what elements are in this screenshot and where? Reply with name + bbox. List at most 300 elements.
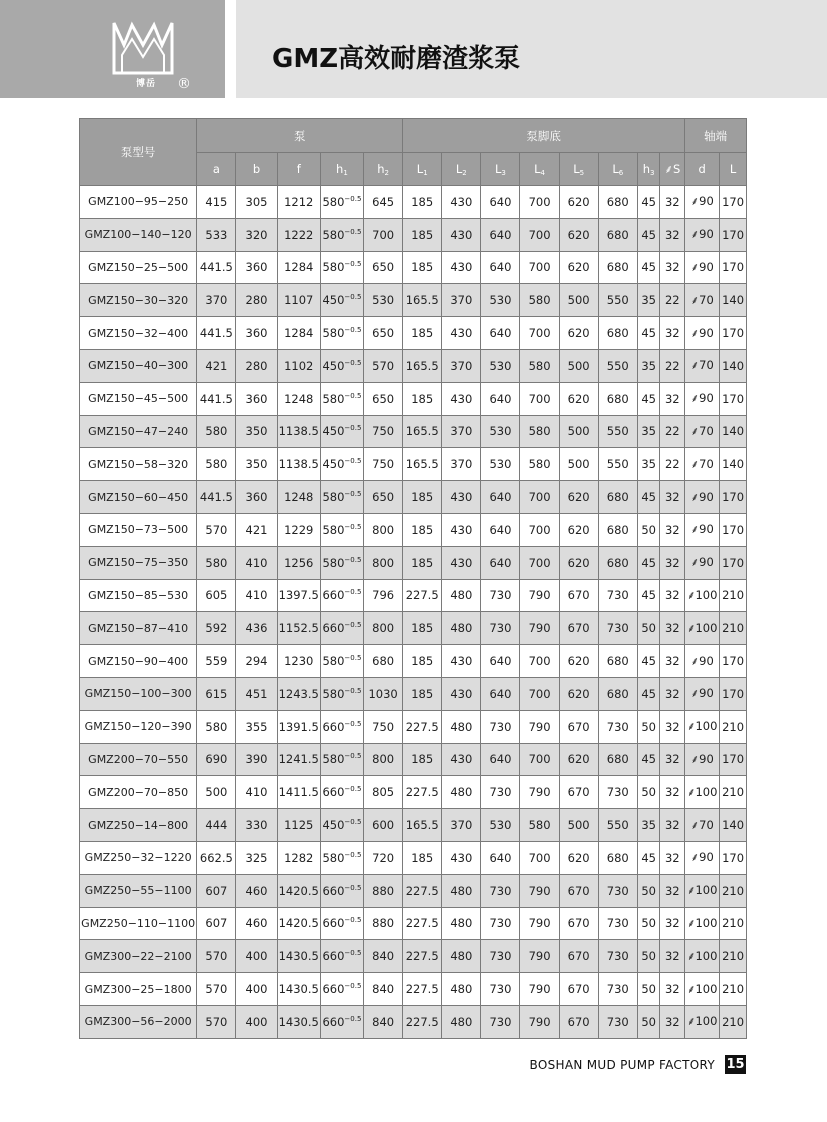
cell-h1: $580^{-0.5}$ <box>320 743 363 776</box>
cell-h1: $580^{-0.5}$ <box>320 481 363 514</box>
table-row <box>80 776 747 809</box>
cell-b: 360 <box>236 317 277 350</box>
cell-model: GMZ150−85−530 <box>80 579 197 612</box>
cell-b: 400 <box>236 973 277 1006</box>
cell-l1: 185 <box>403 612 442 645</box>
cell-l5: 620 <box>559 317 598 350</box>
cell-s: 32 <box>660 546 685 579</box>
cell-f: 1102 <box>277 349 320 382</box>
cell-h3: 50 <box>637 973 660 1006</box>
cell-l6: 730 <box>598 579 637 612</box>
cell-a: 415 <box>197 186 236 219</box>
cell-l3: 640 <box>481 481 520 514</box>
cell-l: 170 <box>720 481 747 514</box>
cell-l2: 430 <box>442 186 481 219</box>
cell-model: GMZ100−95−250 <box>80 186 197 219</box>
table-row <box>80 579 747 612</box>
cell-a: 441.5 <box>197 481 236 514</box>
cell-h3: 45 <box>637 677 660 710</box>
cell-l4: 790 <box>520 776 559 809</box>
cell-l4: 700 <box>520 677 559 710</box>
cell-l5: 620 <box>559 841 598 874</box>
cell-h3: 35 <box>637 448 660 481</box>
col-header-shaft-l: L <box>720 153 747 186</box>
cell-l4: 790 <box>520 612 559 645</box>
cell-l4: 580 <box>520 284 559 317</box>
cell-h3: 35 <box>637 284 660 317</box>
cell-l6: 680 <box>598 251 637 284</box>
cell-l: 170 <box>720 677 747 710</box>
cell-model: GMZ150−45−500 <box>80 382 197 415</box>
cell-h1: $580^{-0.5}$ <box>320 546 363 579</box>
cell-d: ⸙90 <box>685 251 720 284</box>
cell-l3: 730 <box>481 1005 520 1038</box>
cell-l: 210 <box>720 612 747 645</box>
cell-l2: 430 <box>442 481 481 514</box>
cell-l2: 480 <box>442 710 481 743</box>
cell-l1: 227.5 <box>403 874 442 907</box>
cell-l6: 730 <box>598 1005 637 1038</box>
cell-model: GMZ150−120−390 <box>80 710 197 743</box>
cell-h3: 35 <box>637 415 660 448</box>
cell-h1: $580^{-0.5}$ <box>320 677 363 710</box>
cell-h1: $660^{-0.5}$ <box>320 940 363 973</box>
cell-h1: $660^{-0.5}$ <box>320 579 363 612</box>
table-row <box>80 940 747 973</box>
cell-model: GMZ150−75−350 <box>80 546 197 579</box>
cell-b: 320 <box>236 218 277 251</box>
cell-l6: 680 <box>598 645 637 678</box>
cell-b: 400 <box>236 1005 277 1038</box>
cell-model: GMZ150−73−500 <box>80 513 197 546</box>
col-header-s: ⸙S <box>660 153 685 186</box>
cell-f: 1420.5 <box>277 907 320 940</box>
cell-a: 580 <box>197 710 236 743</box>
cell-d: ⸙100 <box>685 776 720 809</box>
cell-f: 1284 <box>277 251 320 284</box>
cell-h1: $580^{-0.5}$ <box>320 317 363 350</box>
cell-h1: $580^{-0.5}$ <box>320 645 363 678</box>
cell-l5: 500 <box>559 415 598 448</box>
cell-h2: 650 <box>364 317 403 350</box>
cell-l2: 480 <box>442 907 481 940</box>
cell-d: ⸙90 <box>685 645 720 678</box>
cell-l: 140 <box>720 349 747 382</box>
cell-l6: 680 <box>598 677 637 710</box>
cell-l1: 227.5 <box>403 907 442 940</box>
cell-l4: 790 <box>520 579 559 612</box>
cell-s: 32 <box>660 677 685 710</box>
cell-s: 32 <box>660 382 685 415</box>
cell-l2: 430 <box>442 546 481 579</box>
cell-h3: 45 <box>637 645 660 678</box>
cell-l6: 680 <box>598 481 637 514</box>
cell-h2: 805 <box>364 776 403 809</box>
cell-l1: 185 <box>403 317 442 350</box>
cell-d: ⸙90 <box>685 481 720 514</box>
cell-l1: 165.5 <box>403 448 442 481</box>
cell-l2: 430 <box>442 251 481 284</box>
cell-a: 607 <box>197 874 236 907</box>
cell-h2: 650 <box>364 481 403 514</box>
cell-h2: 880 <box>364 907 403 940</box>
cell-l4: 790 <box>520 710 559 743</box>
cell-a: 441.5 <box>197 317 236 350</box>
cell-l5: 670 <box>559 1005 598 1038</box>
table-row <box>80 448 747 481</box>
cell-l1: 185 <box>403 513 442 546</box>
cell-h1: $660^{-0.5}$ <box>320 1005 363 1038</box>
group-header-base: 泵脚底 <box>403 119 685 153</box>
cell-h2: 880 <box>364 874 403 907</box>
cell-l: 170 <box>720 546 747 579</box>
cell-l1: 227.5 <box>403 710 442 743</box>
cell-l3: 730 <box>481 579 520 612</box>
cell-l: 140 <box>720 448 747 481</box>
cell-b: 436 <box>236 612 277 645</box>
cell-l: 210 <box>720 776 747 809</box>
cell-l6: 680 <box>598 382 637 415</box>
cell-l3: 730 <box>481 874 520 907</box>
cell-l4: 580 <box>520 809 559 842</box>
cell-l4: 790 <box>520 907 559 940</box>
cell-b: 330 <box>236 809 277 842</box>
cell-b: 355 <box>236 710 277 743</box>
cell-h3: 45 <box>637 546 660 579</box>
cell-a: 444 <box>197 809 236 842</box>
cell-l4: 700 <box>520 317 559 350</box>
cell-d: ⸙100 <box>685 940 720 973</box>
table-row <box>80 349 747 382</box>
cell-l3: 640 <box>481 251 520 284</box>
cell-l3: 530 <box>481 448 520 481</box>
cell-s: 22 <box>660 284 685 317</box>
cell-s: 22 <box>660 448 685 481</box>
col-header-l5: $L_5$ <box>559 153 598 186</box>
cell-l2: 480 <box>442 940 481 973</box>
cell-h2: 840 <box>364 940 403 973</box>
cell-h2: 796 <box>364 579 403 612</box>
cell-l1: 165.5 <box>403 349 442 382</box>
cell-l2: 430 <box>442 841 481 874</box>
cell-h1: $580^{-0.5}$ <box>320 186 363 219</box>
cell-h3: 45 <box>637 382 660 415</box>
cell-l: 210 <box>720 579 747 612</box>
cell-h1: $450^{-0.5}$ <box>320 448 363 481</box>
model-header: 泵型号 <box>80 119 197 186</box>
cell-a: 690 <box>197 743 236 776</box>
cell-l2: 430 <box>442 513 481 546</box>
col-header-b: b <box>236 153 277 186</box>
cell-d: ⸙90 <box>685 513 720 546</box>
cell-a: 441.5 <box>197 251 236 284</box>
cell-h3: 50 <box>637 710 660 743</box>
cell-model: GMZ150−40−300 <box>80 349 197 382</box>
cell-s: 32 <box>660 579 685 612</box>
cell-h2: 800 <box>364 513 403 546</box>
cell-h3: 45 <box>637 579 660 612</box>
group-header-shaft: 轴端 <box>685 119 747 153</box>
cell-a: 570 <box>197 940 236 973</box>
cell-l4: 580 <box>520 349 559 382</box>
cell-l: 210 <box>720 940 747 973</box>
col-header-a: a <box>197 153 236 186</box>
cell-h1: $580^{-0.5}$ <box>320 841 363 874</box>
cell-f: 1241.5 <box>277 743 320 776</box>
cell-a: 370 <box>197 284 236 317</box>
cell-model: GMZ150−30−320 <box>80 284 197 317</box>
cell-l: 210 <box>720 973 747 1006</box>
cell-l5: 620 <box>559 546 598 579</box>
cell-model: GMZ250−14−800 <box>80 809 197 842</box>
cell-b: 400 <box>236 940 277 973</box>
page-title: GMZ高效耐磨渣浆泵 <box>272 44 521 74</box>
cell-l1: 227.5 <box>403 579 442 612</box>
cell-l1: 185 <box>403 481 442 514</box>
cell-l: 170 <box>720 317 747 350</box>
cell-l2: 480 <box>442 579 481 612</box>
cell-a: 580 <box>197 546 236 579</box>
cell-l6: 680 <box>598 317 637 350</box>
cell-h1: $660^{-0.5}$ <box>320 907 363 940</box>
cell-l5: 670 <box>559 710 598 743</box>
cell-l: 170 <box>720 186 747 219</box>
cell-d: ⸙90 <box>685 186 720 219</box>
cell-b: 280 <box>236 284 277 317</box>
cell-h1: $580^{-0.5}$ <box>320 251 363 284</box>
cell-s: 32 <box>660 513 685 546</box>
cell-h2: 650 <box>364 382 403 415</box>
cell-d: ⸙90 <box>685 677 720 710</box>
cell-l3: 640 <box>481 546 520 579</box>
cell-h1: $660^{-0.5}$ <box>320 710 363 743</box>
cell-f: 1138.5 <box>277 448 320 481</box>
cell-l3: 640 <box>481 186 520 219</box>
cell-l: 170 <box>720 645 747 678</box>
cell-b: 305 <box>236 186 277 219</box>
cell-l2: 480 <box>442 1005 481 1038</box>
cell-d: ⸙100 <box>685 710 720 743</box>
table-row <box>80 186 747 219</box>
cell-l1: 185 <box>403 546 442 579</box>
cell-h2: 600 <box>364 809 403 842</box>
table-row <box>80 1005 747 1038</box>
cell-f: 1282 <box>277 841 320 874</box>
cell-a: 615 <box>197 677 236 710</box>
cell-l1: 185 <box>403 251 442 284</box>
crown-logo-icon <box>110 15 176 77</box>
cell-l6: 680 <box>598 513 637 546</box>
registered-mark: ® <box>177 76 191 92</box>
cell-f: 1212 <box>277 186 320 219</box>
table-row <box>80 841 747 874</box>
cell-a: 570 <box>197 1005 236 1038</box>
cell-h3: 50 <box>637 874 660 907</box>
cell-model: GMZ300−25−1800 <box>80 973 197 1006</box>
cell-l3: 530 <box>481 284 520 317</box>
cell-b: 294 <box>236 645 277 678</box>
cell-d: ⸙90 <box>685 382 720 415</box>
cell-a: 592 <box>197 612 236 645</box>
table-row <box>80 218 747 251</box>
cell-h1: $450^{-0.5}$ <box>320 809 363 842</box>
cell-b: 460 <box>236 907 277 940</box>
table-row <box>80 546 747 579</box>
cell-l: 140 <box>720 415 747 448</box>
cell-h3: 35 <box>637 809 660 842</box>
table-row <box>80 481 747 514</box>
cell-h3: 50 <box>637 907 660 940</box>
cell-l: 210 <box>720 874 747 907</box>
table-row <box>80 645 747 678</box>
cell-f: 1397.5 <box>277 579 320 612</box>
cell-f: 1430.5 <box>277 940 320 973</box>
cell-model: GMZ150−87−410 <box>80 612 197 645</box>
cell-f: 1230 <box>277 645 320 678</box>
cell-l6: 550 <box>598 415 637 448</box>
cell-d: ⸙90 <box>685 546 720 579</box>
cell-s: 32 <box>660 907 685 940</box>
cell-l1: 185 <box>403 743 442 776</box>
cell-f: 1430.5 <box>277 973 320 1006</box>
cell-l: 210 <box>720 907 747 940</box>
cell-a: 421 <box>197 349 236 382</box>
cell-l2: 430 <box>442 645 481 678</box>
cell-a: 570 <box>197 973 236 1006</box>
table-row <box>80 710 747 743</box>
cell-model: GMZ250−55−1100 <box>80 874 197 907</box>
cell-l3: 730 <box>481 710 520 743</box>
col-header-h1: $h_1$ <box>320 153 363 186</box>
cell-d: ⸙90 <box>685 743 720 776</box>
cell-l1: 185 <box>403 677 442 710</box>
cell-h1: $580^{-0.5}$ <box>320 382 363 415</box>
col-header-l3: $L_3$ <box>481 153 520 186</box>
cell-l: 170 <box>720 743 747 776</box>
cell-l4: 580 <box>520 415 559 448</box>
col-header-h2: $h_2$ <box>364 153 403 186</box>
cell-a: 662.5 <box>197 841 236 874</box>
cell-h2: 645 <box>364 186 403 219</box>
cell-l6: 730 <box>598 710 637 743</box>
cell-h3: 45 <box>637 186 660 219</box>
cell-d: ⸙90 <box>685 317 720 350</box>
cell-f: 1391.5 <box>277 710 320 743</box>
cell-d: ⸙100 <box>685 907 720 940</box>
col-header-l1: $L_1$ <box>403 153 442 186</box>
cell-b: 421 <box>236 513 277 546</box>
cell-l1: 185 <box>403 186 442 219</box>
cell-d: ⸙90 <box>685 218 720 251</box>
cell-l1: 165.5 <box>403 284 442 317</box>
cell-l5: 670 <box>559 907 598 940</box>
cell-l2: 480 <box>442 973 481 1006</box>
cell-h3: 45 <box>637 317 660 350</box>
cell-model: GMZ200−70−550 <box>80 743 197 776</box>
cell-b: 350 <box>236 448 277 481</box>
cell-l: 170 <box>720 841 747 874</box>
cell-h2: 720 <box>364 841 403 874</box>
cell-b: 360 <box>236 382 277 415</box>
cell-l1: 227.5 <box>403 776 442 809</box>
cell-l4: 790 <box>520 874 559 907</box>
cell-f: 1229 <box>277 513 320 546</box>
cell-l1: 185 <box>403 841 442 874</box>
cell-l1: 185 <box>403 382 442 415</box>
cell-d: ⸙70 <box>685 284 720 317</box>
cell-l5: 670 <box>559 776 598 809</box>
cell-h3: 45 <box>637 251 660 284</box>
cell-l4: 700 <box>520 382 559 415</box>
cell-s: 22 <box>660 415 685 448</box>
cell-l5: 670 <box>559 579 598 612</box>
cell-s: 32 <box>660 218 685 251</box>
cell-l6: 730 <box>598 612 637 645</box>
cell-h2: 840 <box>364 973 403 1006</box>
table-row <box>80 317 747 350</box>
cell-b: 410 <box>236 776 277 809</box>
table-row <box>80 809 747 842</box>
cell-l3: 640 <box>481 677 520 710</box>
cell-l: 170 <box>720 218 747 251</box>
cell-l6: 680 <box>598 546 637 579</box>
cell-f: 1125 <box>277 809 320 842</box>
cell-f: 1107 <box>277 284 320 317</box>
table-row <box>80 743 747 776</box>
cell-f: 1256 <box>277 546 320 579</box>
cell-f: 1243.5 <box>277 677 320 710</box>
cell-h1: $580^{-0.5}$ <box>320 218 363 251</box>
cell-l6: 730 <box>598 776 637 809</box>
cell-l2: 370 <box>442 284 481 317</box>
cell-l3: 640 <box>481 743 520 776</box>
cell-s: 32 <box>660 809 685 842</box>
cell-l5: 620 <box>559 382 598 415</box>
cell-h1: $660^{-0.5}$ <box>320 874 363 907</box>
cell-l2: 430 <box>442 317 481 350</box>
cell-model: GMZ150−25−500 <box>80 251 197 284</box>
cell-a: 500 <box>197 776 236 809</box>
cell-d: ⸙100 <box>685 612 720 645</box>
cell-b: 410 <box>236 579 277 612</box>
cell-h1: $660^{-0.5}$ <box>320 776 363 809</box>
cell-s: 32 <box>660 612 685 645</box>
cell-l2: 480 <box>442 874 481 907</box>
cell-d: ⸙100 <box>685 579 720 612</box>
cell-model: GMZ150−47−240 <box>80 415 197 448</box>
cell-l4: 700 <box>520 645 559 678</box>
cell-model: GMZ250−110−1100 <box>80 907 197 940</box>
cell-l3: 730 <box>481 940 520 973</box>
logo-text: 博岳 <box>135 79 156 89</box>
cell-l2: 370 <box>442 349 481 382</box>
cell-b: 360 <box>236 481 277 514</box>
cell-h2: 800 <box>364 546 403 579</box>
cell-l6: 550 <box>598 448 637 481</box>
cell-l: 170 <box>720 382 747 415</box>
group-header-pump: 泵 <box>197 119 403 153</box>
cell-l3: 730 <box>481 612 520 645</box>
cell-l3: 640 <box>481 382 520 415</box>
cell-l6: 730 <box>598 973 637 1006</box>
cell-l4: 580 <box>520 448 559 481</box>
cell-h3: 50 <box>637 940 660 973</box>
col-header-l2: $L_2$ <box>442 153 481 186</box>
cell-model: GMZ250−32−1220 <box>80 841 197 874</box>
cell-a: 580 <box>197 448 236 481</box>
cell-a: 580 <box>197 415 236 448</box>
cell-s: 32 <box>660 776 685 809</box>
